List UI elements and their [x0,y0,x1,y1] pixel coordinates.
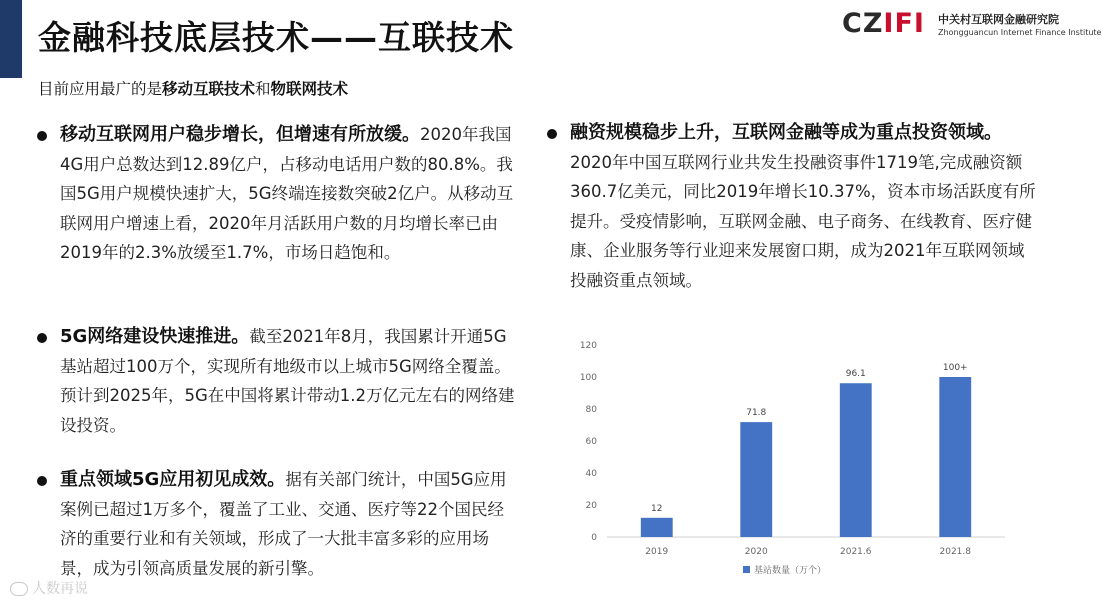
x-tick-label: 2021.8 [939,547,971,557]
bullet-dot [37,333,47,343]
bullet-head: 融资规模稳步上升，互联网金融等成为重点投资领域。 [570,122,1002,143]
x-tick-label: 2020 [744,547,768,557]
bar [740,422,772,537]
y-tick-label: 100 [579,373,597,383]
legend-swatch [743,566,750,573]
y-tick-label: 80 [585,405,597,415]
y-tick-label: 60 [585,437,597,447]
y-tick-label: 120 [579,341,597,351]
y-tick-label: 0 [591,533,597,543]
bullet-dot [37,131,47,141]
institute-logo [842,8,1101,42]
bullet-5g-network [60,322,520,440]
logo-name-cn: 中关村互联网金融研究院 [938,13,1059,26]
bullet-body: 2020年我国4G用户总数达到12.89亿户，占移动电话用户数的80.8%。我国5G用户规模快速扩大，5G终端连接数突破2亿户。从移动互联网用户增速上看，2020年月活跃用户数的月均增长率已由2019年的2.3%放缓至1.7%，市场日趋饱和。 [60,125,514,262]
watermark [10,578,88,598]
watermark-text: 人数再说 [32,581,88,597]
bar-data-label: 96.1 [845,369,866,380]
x-tick-label: 2021.6 [840,547,872,557]
bullet-body: 据有关部门统计，中国5G应用案例已超过1万多个，覆盖了工业、交通、医疗等22个国民经济的重要行业和有关领域，形成了一大批丰富多彩的应用场景，成为引领高质量发展的新引擎。 [60,470,507,578]
x-tick-label: 2019 [645,547,669,557]
bullet-5g-applications [60,465,520,583]
subtitle-tech2: 物联网技术 [270,80,349,98]
subtitle-conj: 和 [255,80,271,98]
logo-mark [842,8,925,39]
y-tick-label: 20 [585,501,597,511]
logo-mark-right: IFI [883,8,925,39]
bullet-body: 截至2021年8月，我国累计开通5G基站超过100万个，实现所有地级市以上城市5G网络全覆盖。预计到2025年，5G在中国将累计带动1.2万亿元左右的网络建设投资。 [60,327,515,435]
bar-data-label: 100+ [942,363,968,373]
y-tick-label: 40 [585,469,597,479]
page-title: 金融科技底层技术——互联技术 [38,18,514,57]
bullet-body: 2020年中国互联网行业共发生投融资事件1719笔,完成融资额360.7亿美元，同比2019年增长10.37%，资本市场活跃度有所提升。受疫情影响，互联网金融、电子商务、在线教育、医疗健康、企业服务等行业迎来发展窗口期，成为2021年互联网领域投融资重点领域。 [570,152,1036,290]
bullet-head: 5G网络建设快速推进。 [60,326,250,347]
bullet-head: 重点领域5G应用初见成效。 [60,469,286,490]
bullet-dot [547,129,557,139]
bar-data-label: 12 [651,503,663,514]
subtitle-tech1: 移动互联技术 [162,80,256,98]
logo-name-en: Zhongguancun Internet Finance Institute [938,28,1101,37]
bar [641,518,673,537]
bullet-dot [37,476,47,486]
bullet-financing [570,118,1040,295]
legend-label: 基站数量（万个） [754,566,827,576]
logo-mark-left: CZ [842,8,884,39]
chart-svg [565,335,1045,590]
bar [939,377,971,537]
watermark-icon [10,582,28,596]
bullet-head: 移动互联网用户稳步增长，但增速有所放缓。 [60,124,420,145]
subtitle-prefix: 目前应用最广的是 [38,80,163,98]
title-accent-bar [0,0,22,78]
bullet-mobile-internet [60,120,520,268]
bar-data-label: 71.8 [746,408,767,419]
subtitle [38,77,348,99]
base-station-chart [565,335,1045,590]
bar [840,383,872,537]
